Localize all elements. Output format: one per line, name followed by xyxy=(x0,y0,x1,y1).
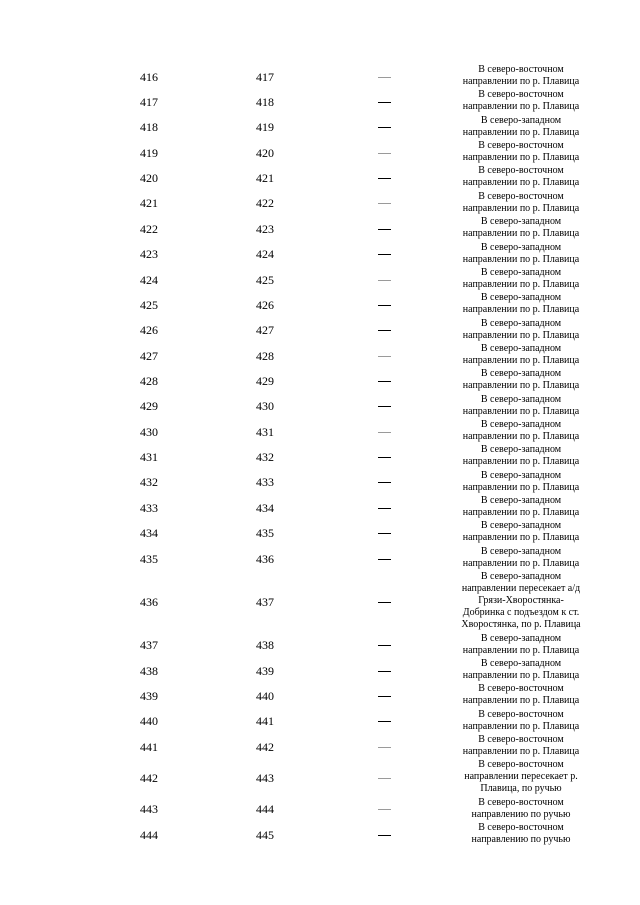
direction-description xyxy=(448,115,594,139)
point-from: 429 xyxy=(140,399,158,414)
direction-description xyxy=(448,470,594,494)
table-row xyxy=(0,470,640,495)
table-row xyxy=(0,140,640,165)
dash-mark xyxy=(378,508,391,509)
direction-description xyxy=(448,822,594,846)
direction-description xyxy=(448,734,594,758)
point-from: 422 xyxy=(140,221,158,236)
table-row xyxy=(0,633,640,658)
dash-mark xyxy=(378,559,391,560)
dash-mark xyxy=(378,747,391,748)
point-to: 436 xyxy=(256,551,274,566)
direction-description xyxy=(448,394,594,418)
direction-description xyxy=(448,292,594,316)
description-line: В северо-западном xyxy=(480,114,562,126)
table-row xyxy=(0,419,640,444)
description-line: В северо-восточном xyxy=(478,733,564,745)
point-to: 432 xyxy=(256,450,274,465)
point-to: 425 xyxy=(256,272,274,287)
direction-description xyxy=(448,140,594,164)
table-row xyxy=(0,115,640,140)
description-line: В северо-западном xyxy=(480,292,562,304)
description-line: направлении по р. Плавица xyxy=(462,557,580,569)
description-line: направлении по р. Плавица xyxy=(462,481,580,493)
description-line: В северо-западном xyxy=(480,241,562,253)
direction-description xyxy=(448,89,594,113)
point-to: 431 xyxy=(256,424,274,439)
dash-mark xyxy=(378,696,391,697)
dash-mark xyxy=(378,778,391,779)
point-from: 427 xyxy=(140,348,158,363)
description-line: направлению по ручью xyxy=(471,834,571,846)
table-row xyxy=(0,759,640,796)
description-line: В северо-западном xyxy=(480,657,562,669)
table-row xyxy=(0,822,640,847)
description-line: направлении по р. Плавица xyxy=(462,405,580,417)
table-row xyxy=(0,368,640,393)
point-from: 440 xyxy=(140,714,158,729)
direction-description xyxy=(448,267,594,291)
dash-mark xyxy=(378,406,391,407)
description-line: направлении по р. Плавица xyxy=(462,202,580,214)
point-to: 442 xyxy=(256,739,274,754)
dash-mark xyxy=(378,127,391,128)
description-line: направлении по р. Плавица xyxy=(462,304,580,316)
point-from: 434 xyxy=(140,526,158,541)
point-to: 440 xyxy=(256,688,274,703)
description-line: В северо-восточном xyxy=(478,759,564,771)
description-line: В северо-восточном xyxy=(478,64,564,75)
point-from: 425 xyxy=(140,297,158,312)
direction-description xyxy=(448,683,594,707)
description-line: направлении по р. Плавица xyxy=(462,253,580,265)
table-row xyxy=(0,734,640,759)
point-to: 441 xyxy=(256,714,274,729)
description-line: направлении по р. Плавица xyxy=(462,177,580,189)
table-row xyxy=(0,292,640,317)
description-line: направлении по р. Плавица xyxy=(462,532,580,544)
table-row xyxy=(0,520,640,545)
direction-description xyxy=(448,64,594,88)
description-line: В северо-восточном xyxy=(478,683,564,695)
direction-description xyxy=(448,633,594,657)
point-from: 444 xyxy=(140,827,158,842)
dash-mark xyxy=(378,203,391,204)
direction-description xyxy=(448,368,594,392)
point-to: 445 xyxy=(256,827,274,842)
dash-mark xyxy=(378,457,391,458)
dash-mark xyxy=(378,153,391,154)
point-from: 438 xyxy=(140,663,158,678)
point-from: 417 xyxy=(140,95,158,110)
point-from: 419 xyxy=(140,145,158,160)
table-row xyxy=(0,444,640,469)
table-row xyxy=(0,267,640,292)
point-to: 428 xyxy=(256,348,274,363)
direction-description xyxy=(448,495,594,519)
description-line: направлении по р. Плавица xyxy=(462,669,580,681)
point-from: 420 xyxy=(140,171,158,186)
point-to: 444 xyxy=(256,802,274,817)
dash-mark xyxy=(378,280,391,281)
point-to: 434 xyxy=(256,500,274,515)
point-to: 422 xyxy=(256,196,274,211)
point-to: 418 xyxy=(256,95,274,110)
point-from: 423 xyxy=(140,247,158,262)
direction-description xyxy=(448,658,594,682)
direction-description xyxy=(448,165,594,189)
table-row xyxy=(0,495,640,520)
point-to: 433 xyxy=(256,475,274,490)
dash-mark xyxy=(378,671,391,672)
dash-mark xyxy=(378,330,391,331)
point-to: 439 xyxy=(256,663,274,678)
description-line: В северо-западном xyxy=(480,216,562,228)
description-line: В северо-восточном xyxy=(478,190,564,202)
point-from: 424 xyxy=(140,272,158,287)
description-line: В северо-западном xyxy=(480,632,562,644)
description-line: направлении по р. Плавица xyxy=(462,152,580,164)
point-from: 432 xyxy=(140,475,158,490)
direction-description xyxy=(448,191,594,215)
description-line: Хворостянка, по р. Плавица xyxy=(461,619,581,631)
point-from: 435 xyxy=(140,551,158,566)
description-line: Грязи-Хворостянка- xyxy=(478,595,564,607)
dash-mark xyxy=(378,254,391,255)
description-line: В северо-восточном xyxy=(478,708,564,720)
direction-description xyxy=(448,797,594,821)
description-line: направлении по р. Плавица xyxy=(462,507,580,519)
description-line: В северо-восточном xyxy=(478,165,564,177)
point-from: 431 xyxy=(140,450,158,465)
description-line: направлении по р. Плавица xyxy=(462,695,580,707)
direction-description xyxy=(448,759,594,795)
point-from: 437 xyxy=(140,638,158,653)
point-from: 430 xyxy=(140,424,158,439)
description-line: направлении по р. Плавица xyxy=(462,745,580,757)
dash-mark xyxy=(378,482,391,483)
description-line: направлении по р. Плавица xyxy=(462,644,580,656)
description-line: В северо-западном xyxy=(480,419,562,431)
table-row xyxy=(0,394,640,419)
table-row xyxy=(0,64,640,89)
table-row xyxy=(0,797,640,822)
description-line: направлению по ручью xyxy=(471,808,571,820)
point-from: 436 xyxy=(140,594,158,609)
description-line: направлении по р. Плавица xyxy=(462,720,580,732)
description-line: В северо-восточном xyxy=(478,796,564,808)
description-line: В северо-западном xyxy=(480,495,562,507)
description-line: В северо-восточном xyxy=(478,89,564,101)
table-row xyxy=(0,165,640,190)
table-row xyxy=(0,683,640,708)
table-row xyxy=(0,709,640,734)
dash-mark xyxy=(378,602,391,603)
boundary-table xyxy=(0,64,640,847)
table-row xyxy=(0,318,640,343)
point-to: 427 xyxy=(256,323,274,338)
table-row xyxy=(0,546,640,571)
description-line: направлении по р. Плавица xyxy=(462,329,580,341)
point-from: 433 xyxy=(140,500,158,515)
dash-mark xyxy=(378,77,391,78)
dash-mark xyxy=(378,102,391,103)
description-line: направлении по р. Плавица xyxy=(462,456,580,468)
direction-description xyxy=(448,520,594,544)
direction-description xyxy=(448,318,594,342)
dash-mark xyxy=(378,645,391,646)
point-from: 441 xyxy=(140,739,158,754)
point-to: 429 xyxy=(256,373,274,388)
point-to: 420 xyxy=(256,145,274,160)
direction-description xyxy=(448,343,594,367)
description-line: В северо-западном xyxy=(480,393,562,405)
description-line: В северо-западном xyxy=(480,469,562,481)
point-from: 428 xyxy=(140,373,158,388)
description-line: Плавица, по ручью xyxy=(480,783,562,795)
dash-mark xyxy=(378,178,391,179)
dash-mark xyxy=(378,356,391,357)
table-row xyxy=(0,89,640,114)
dash-mark xyxy=(378,533,391,534)
point-to: 424 xyxy=(256,247,274,262)
point-to: 419 xyxy=(256,120,274,135)
dash-mark xyxy=(378,835,391,836)
point-to: 437 xyxy=(256,594,274,609)
point-to: 423 xyxy=(256,221,274,236)
point-to: 421 xyxy=(256,171,274,186)
table-row xyxy=(0,658,640,683)
description-line: направлении по р. Плавица xyxy=(462,431,580,443)
table-row xyxy=(0,343,640,368)
point-to: 443 xyxy=(256,771,274,786)
description-line: направлении по р. Плавица xyxy=(462,126,580,138)
description-line: В северо-западном xyxy=(480,368,562,380)
point-from: 421 xyxy=(140,196,158,211)
description-line: направлении по р. Плавица xyxy=(462,101,580,113)
table-row xyxy=(0,216,640,241)
point-from: 426 xyxy=(140,323,158,338)
point-from: 416 xyxy=(140,69,158,84)
direction-description xyxy=(448,571,594,631)
dash-mark xyxy=(378,809,391,810)
description-line: направлении по р. Плавица xyxy=(462,228,580,240)
point-to: 430 xyxy=(256,399,274,414)
dash-mark xyxy=(378,229,391,230)
description-line: В северо-восточном xyxy=(478,822,564,834)
direction-description xyxy=(448,242,594,266)
description-line: В северо-восточном xyxy=(478,140,564,152)
table-row xyxy=(0,242,640,267)
description-line: Добринка с подъездом к ст. xyxy=(462,607,580,619)
dash-mark xyxy=(378,432,391,433)
direction-description xyxy=(448,444,594,468)
direction-description xyxy=(448,216,594,240)
dash-mark xyxy=(378,721,391,722)
description-line: В северо-западном xyxy=(480,266,562,278)
description-line: направлении по р. Плавица xyxy=(462,380,580,392)
description-line: направлении пересекает р. xyxy=(464,771,578,783)
description-line: В северо-западном xyxy=(480,571,562,583)
point-from: 442 xyxy=(140,771,158,786)
description-line: направлении по р. Плавица xyxy=(462,278,580,290)
point-to: 426 xyxy=(256,297,274,312)
point-to: 417 xyxy=(256,69,274,84)
description-line: В северо-западном xyxy=(480,317,562,329)
point-to: 438 xyxy=(256,638,274,653)
point-to: 435 xyxy=(256,526,274,541)
table-row xyxy=(0,191,640,216)
point-from: 418 xyxy=(140,120,158,135)
point-from: 439 xyxy=(140,688,158,703)
description-line: В северо-западном xyxy=(480,342,562,354)
point-from: 443 xyxy=(140,802,158,817)
direction-description xyxy=(448,419,594,443)
table-row xyxy=(0,571,640,632)
dash-mark xyxy=(378,305,391,306)
direction-description xyxy=(448,546,594,570)
description-line: В северо-западном xyxy=(480,545,562,557)
description-line: В северо-западном xyxy=(480,520,562,532)
description-line: В северо-западном xyxy=(480,444,562,456)
direction-description xyxy=(448,709,594,733)
description-line: направлении пересекает а/д xyxy=(461,583,581,595)
description-line: направлении по р. Плавица xyxy=(462,76,580,87)
dash-mark xyxy=(378,381,391,382)
description-line: направлении по р. Плавица xyxy=(462,354,580,366)
